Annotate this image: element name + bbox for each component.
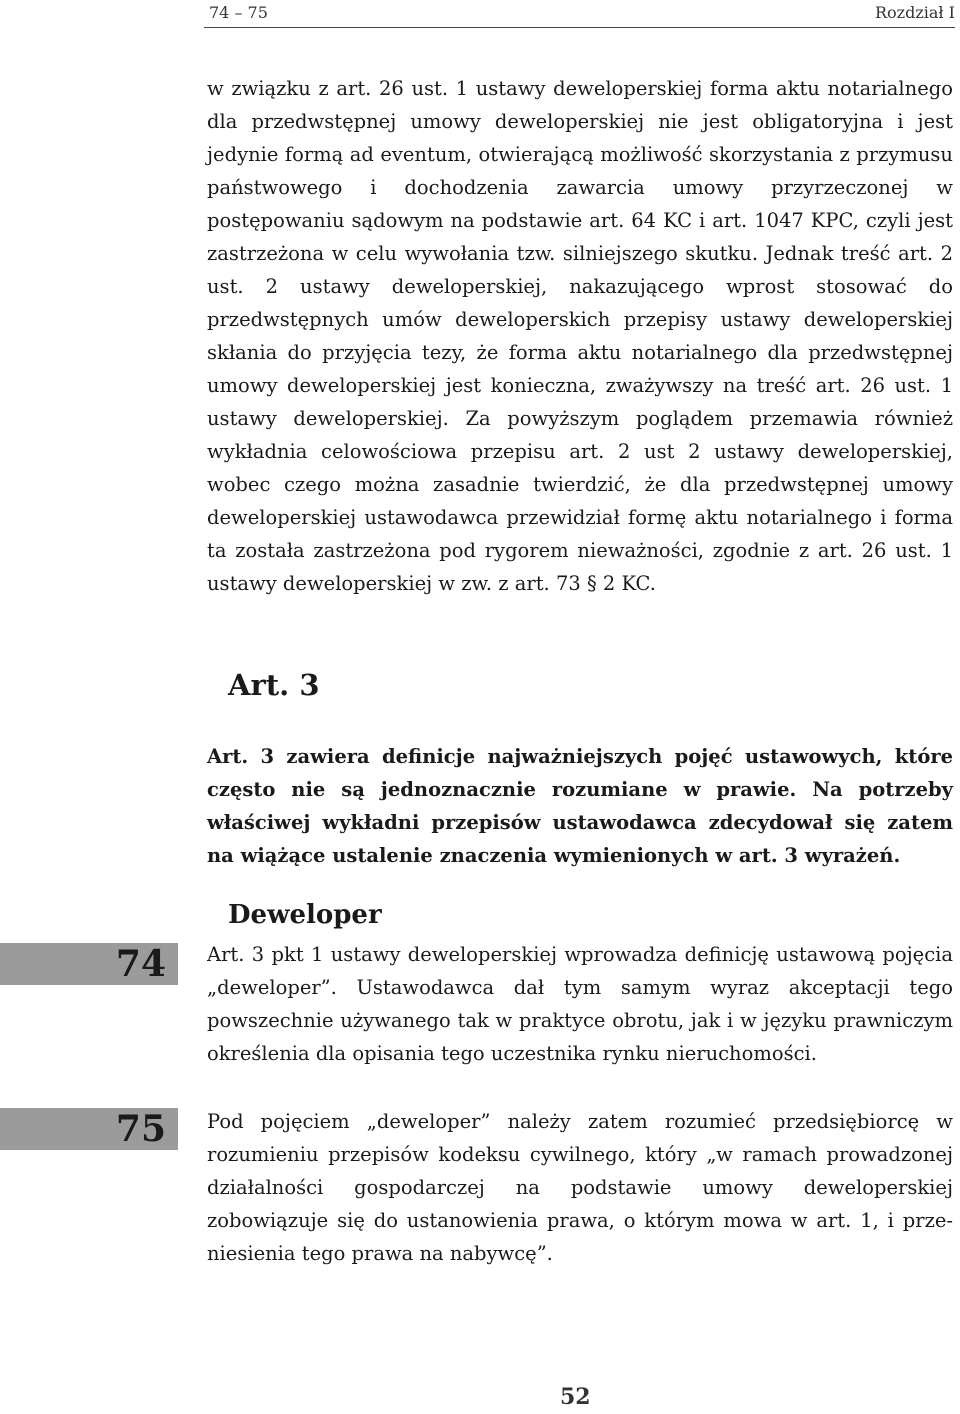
- header-page-range: 74 – 75: [209, 3, 268, 22]
- header-chapter: Rozdział I: [874, 3, 955, 22]
- marginal-number-75: 75: [0, 1108, 178, 1150]
- section-heading: Deweloper: [228, 900, 382, 930]
- article-heading: Art. 3: [228, 668, 320, 702]
- paragraph-definition: Art. 3 pkt 1 ustawy deweloperskiej wprowadza definicję ustawową pojęcia „deweloper”. Ustawodawca dał tym samym wyraz akceptacji tego powszechnie używanego tak w praktyce obrotu, jak i w języku prawniczym określenia dla opisania tego uczestnika rynku nieruchomości.: [207, 943, 953, 1065]
- running-header: [0, 0, 960, 26]
- header-rule: [204, 27, 955, 28]
- page-number: 52: [560, 1384, 591, 1410]
- paragraph-developer: Pod pojęciem „deweloper” należy zatem rozumieć przedsiębiorcę w rozumieniu przepisów kodeksu cywilnego, który „w ramach prowadzonej działalności gospodarczej na podstawie umowy deweloperskiej zobowiązuje się do ustanowienia prawa, o którym mowa w art. 1, i przeniesienia tego prawa na nabywcę”.: [207, 1110, 953, 1265]
- article-intro: Art. 3 zawiera definicje najważniejszych pojęć ustawowych, które często nie są jednoznacznie rozumiane w prawie. Na potrzeby właściwej wykładni przepisów ustawodawca zdecydował się zatem na wiążące ustalenie znaczenia wymienionych w art. 3 wyrażeń.: [207, 745, 953, 867]
- paragraph-main: w związku z art. 26 ust. 1 ustawy deweloperskiej forma aktu notarialnego dla przedwstępnej umowy deweloperskiej nie jest obligatoryjna i jest jedynie formą ad eventum, otwierającą możliwość skorzystania z przymusu państwowego i dochodzenia zawarcia umowy przyrzeczonej w postępowaniu sądowym na podstawie art. 64 KC i art. 1047 KPC, czyli jest zastrzeżona w celu wywołania tzw. silniejszego skutku. Jednak treść art. 2 ust. 2 ustawy deweloperskiej, nakazującego wprost stosować do przedwstępnych umów deweloperskich przepisy ustawy deweloperskiej skłania do przyjęcia tezy, że forma aktu notarialnego dla przedwstępnej umowy deweloperskiej jest konieczna, zważywszy na treść art. 26 ust. 1 ustawy deweloperskiej. Za powyższym poglądem przemawia również wykładnia celowościowa przepisu art. 2 ust 2 ustawy deweloperskiej, wobec czego można zasadnie twierdzić, że dla przedwstępnej umowy deweloperskiej ustawodawca przewidział formę aktu notarialnego i forma ta została zastrzeżona pod rygorem nieważności, zgodnie z art. 26 ust. 1 ustawy deweloperskiej w zw. z art. 73 § 2 KC.: [207, 77, 953, 595]
- marginal-number-74: 74: [0, 943, 178, 985]
